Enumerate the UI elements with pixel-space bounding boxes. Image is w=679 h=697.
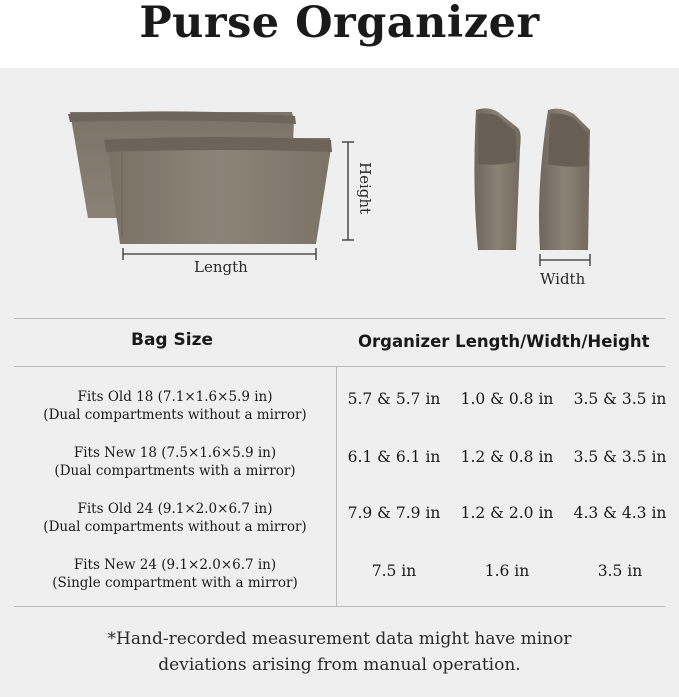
- row-length-cell: 5.7 & 5.7 in: [347, 390, 441, 408]
- row-width-cell: 1.6 in: [484, 562, 530, 580]
- row-note-text: (Dual compartments with a mirror): [54, 463, 296, 479]
- row-fit-text: Fits Old 18 (7.1×1.6×5.9 in): [77, 389, 273, 405]
- organizer-front-shape: [104, 137, 332, 244]
- table-header-rule: [14, 366, 665, 367]
- header-bag-size: Bag Size: [131, 330, 214, 350]
- table-row-label: [14, 556, 336, 592]
- row-fit-text: Fits New 24 (9.1×2.0×6.7 in): [73, 557, 277, 573]
- row-height-cell: 3.5 & 3.5 in: [573, 390, 667, 408]
- row-note-text: (Single compartment with a mirror): [52, 575, 298, 591]
- row-note-text: (Dual compartments without a mirror): [43, 407, 307, 423]
- table-row-label: [14, 388, 336, 424]
- row-note-text: (Dual compartments without a mirror): [43, 519, 307, 535]
- row-fit-text: Fits Old 24 (9.1×2.0×6.7 in): [77, 501, 273, 517]
- row-height-cell: 4.3 & 4.3 in: [573, 504, 667, 522]
- row-width-cell: 1.2 & 0.8 in: [460, 448, 554, 466]
- table-bottom-rule: [14, 606, 665, 607]
- header-organizer-dimensions: Organizer Length/Width/Height: [358, 332, 650, 351]
- footnote-line-2: deviations arising from manual operation.: [158, 655, 521, 675]
- row-length-cell: 7.5 in: [371, 562, 417, 580]
- row-length-cell: 7.9 & 7.9 in: [347, 504, 441, 522]
- table-row-label: [14, 500, 336, 536]
- width-dimension-arrow: [540, 254, 590, 266]
- row-fit-text: Fits New 18 (7.5×1.6×5.9 in): [73, 445, 277, 461]
- footnote-line-1: *Hand-recorded measurement data might have minor: [107, 629, 572, 649]
- row-length-cell: 6.1 & 6.1 in: [347, 448, 441, 466]
- length-label: Length: [194, 258, 248, 276]
- table-top-rule: [14, 318, 665, 319]
- height-dimension-arrow: [342, 142, 354, 240]
- table-row-label: [14, 444, 336, 480]
- height-label: Height: [356, 162, 374, 215]
- row-height-cell: 3.5 & 3.5 in: [573, 448, 667, 466]
- page-title: Purse Organizer: [139, 0, 540, 48]
- organizer-side-left-shape: [474, 108, 520, 250]
- footnote: [0, 626, 679, 678]
- width-label: Width: [540, 270, 586, 288]
- row-height-cell: 3.5 in: [597, 562, 643, 580]
- organizer-side-right-shape: [539, 109, 590, 250]
- content-panel: [0, 68, 679, 697]
- row-width-cell: 1.0 & 0.8 in: [460, 390, 554, 408]
- row-width-cell: 1.2 & 2.0 in: [460, 504, 554, 522]
